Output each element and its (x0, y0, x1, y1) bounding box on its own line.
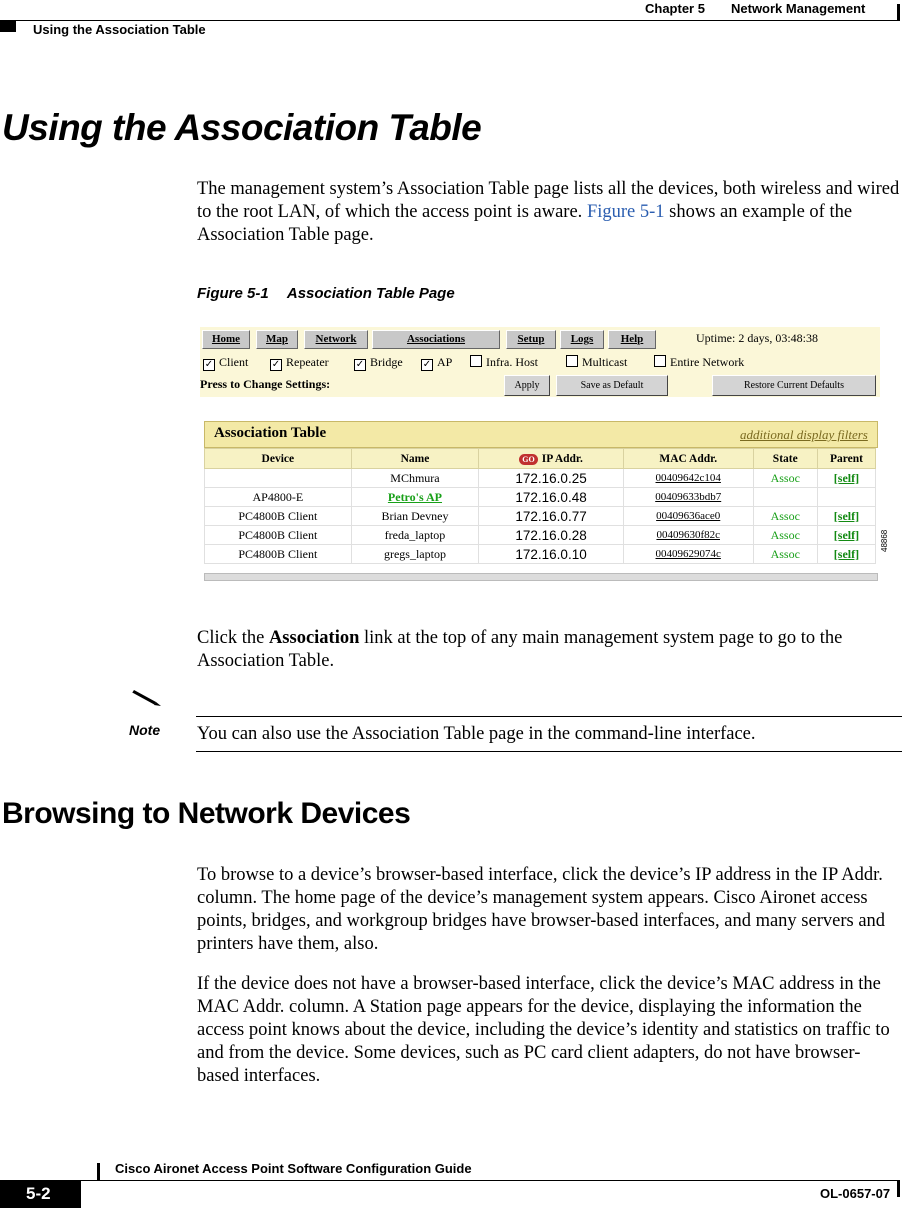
table-title: Association Table (214, 425, 327, 441)
filter-client[interactable] (203, 355, 248, 371)
device-cell: AP4800-E (205, 488, 352, 507)
parent-cell[interactable]: [self] (817, 469, 875, 488)
footer-rule (0, 1180, 900, 1181)
display-filters-link[interactable]: additional display filters (740, 427, 868, 442)
name-cell[interactable]: Petro's AP (351, 488, 479, 507)
scrollbar[interactable] (204, 573, 878, 581)
name-cell: gregs_laptop (351, 545, 479, 564)
col-state: State (753, 449, 817, 469)
nav-map[interactable]: Map (256, 330, 298, 349)
intro-paragraph (197, 178, 902, 247)
figure-title: Association Table Page (286, 285, 455, 302)
name-cell: Brian Devney (351, 507, 479, 526)
table-row (205, 545, 876, 564)
filter-ap[interactable] (421, 355, 452, 371)
nav-help[interactable]: Help (608, 330, 656, 349)
checkbox-infra-host[interactable] (470, 355, 482, 367)
filter-label: Client (219, 355, 249, 369)
mac-cell[interactable]: 00409642c104 (623, 469, 753, 488)
header-rule (0, 20, 900, 21)
nav-home[interactable]: Home (202, 330, 250, 349)
table-row (205, 469, 876, 488)
filter-infra-host[interactable] (470, 355, 538, 370)
note-pencil-icon (132, 688, 162, 710)
state-cell (753, 488, 817, 507)
checkbox-ap[interactable]: ✓ (422, 359, 432, 370)
click-text-2: link at the top of any main management system page to go to the Association Table. (197, 628, 843, 671)
table-row (205, 507, 876, 526)
ip-cell[interactable]: 172.16.0.77 (479, 507, 624, 526)
save-default-button[interactable]: Save as Default (556, 375, 668, 396)
table-row (205, 526, 876, 545)
table-row (205, 488, 876, 507)
note-rule-bottom (196, 751, 902, 752)
association-table (204, 448, 876, 564)
checkbox-repeater[interactable]: ✓ (271, 359, 281, 370)
state-cell: Assoc (753, 469, 817, 488)
state-cell: Assoc (753, 526, 817, 545)
filter-bridge[interactable] (354, 355, 403, 371)
parent-cell[interactable]: [self] (817, 507, 875, 526)
nav-logs[interactable]: Logs (560, 330, 604, 349)
mac-cell[interactable]: 00409633bdb7 (623, 488, 753, 507)
col-ip-label: IP Addr. (541, 452, 583, 465)
footer-right-tick (897, 1181, 900, 1197)
association-link-term: Association (268, 628, 360, 648)
checkbox-client[interactable]: ✓ (204, 359, 214, 370)
press-label: Press to Change Settings: (200, 377, 331, 391)
mac-cell[interactable]: 00409636ace0 (623, 507, 753, 526)
figure-caption (197, 285, 455, 302)
ip-cell[interactable]: 172.16.0.28 (479, 526, 624, 545)
mac-cell[interactable]: 00409629074c (623, 545, 753, 564)
col-parent: Parent (817, 449, 875, 469)
filter-label: Bridge (370, 355, 403, 369)
filter-multicast[interactable] (566, 355, 627, 370)
intro-text-2: shows an example of the Association Table page. (197, 202, 853, 245)
click-paragraph (197, 627, 902, 673)
section-title: Using the Association Table (2, 107, 482, 148)
apply-button[interactable]: Apply (504, 375, 550, 396)
figure-id: 48868 (880, 529, 889, 552)
intro-text-1: The management system’s Association Table page lists all the devices, both wireless and wired to the root LAN, of which the access point is aware. (197, 179, 900, 222)
header-chapter-title: Network Management (731, 1, 866, 16)
header-section: Using the Association Table (33, 22, 206, 37)
parent-cell[interactable]: [self] (817, 545, 875, 564)
checkbox-entire-network[interactable] (654, 355, 666, 367)
figure-number: Figure 5-1 (197, 285, 269, 302)
nav-associations[interactable]: Associations (372, 330, 500, 349)
ip-cell[interactable]: 172.16.0.48 (479, 488, 624, 507)
filter-entire-network[interactable] (654, 355, 744, 370)
ip-cell[interactable]: 172.16.0.25 (479, 469, 624, 488)
doc-id: OL-0657-07 (820, 1186, 891, 1201)
mac-cell[interactable]: 00409630f82c (623, 526, 753, 545)
click-text-1: Click the (197, 628, 265, 648)
device-cell: PC4800B Client (205, 526, 352, 545)
footer-guide-title: Cisco Aironet Access Point Software Configuration Guide (115, 1161, 472, 1176)
state-cell: Assoc (753, 507, 817, 526)
note-label: Note (129, 722, 161, 738)
ip-cell[interactable]: 172.16.0.10 (479, 545, 624, 564)
col-device: Device (205, 449, 352, 469)
nav-network[interactable]: Network (304, 330, 368, 349)
filter-label: Repeater (286, 355, 329, 369)
browse-paragraph-1: To browse to a device’s browser-based interface, click the device’s IP address in the IP Addr. column. The home page of the device’s management system appears. Cisco Aironet access points, bridges, and workgroup bridges have browser-based interfaces, and many servers and printers have them, also. (197, 865, 886, 954)
col-name: Name (351, 449, 479, 469)
parent-cell[interactable]: [self] (817, 526, 875, 545)
note-rule-top (196, 716, 902, 717)
restore-defaults-button[interactable]: Restore Current Defaults (712, 375, 876, 396)
note-text: You can also use the Association Table page in the command-line interface. (197, 724, 756, 744)
uptime: Uptime: 2 days, 03:48:38 (696, 331, 818, 345)
go-icon[interactable]: GO (519, 454, 537, 465)
footer-left-tick (97, 1163, 100, 1181)
page-number: 5-2 (26, 1184, 51, 1203)
name-cell: MChmura (351, 469, 479, 488)
checkbox-multicast[interactable] (566, 355, 578, 367)
state-cell: Assoc (753, 545, 817, 564)
browse-paragraph-2: If the device does not have a browser-based interface, click the device’s MAC address in the MAC Addr. column. A Station page appears for the device, displaying the information the access point knows about the device, including the device’s identity and statistics on traffic to and from the device. Some devices, such as PC card client adapters, do not have browser-based interfaces. (197, 974, 890, 1086)
filter-label: Infra. Host (486, 355, 538, 369)
col-ip (479, 449, 624, 469)
figure-link[interactable]: Figure 5-1 (586, 202, 665, 222)
filter-label: Entire Network (670, 355, 745, 369)
nav-setup[interactable]: Setup (506, 330, 556, 349)
checkbox-bridge[interactable]: ✓ (355, 359, 365, 370)
device-cell (205, 469, 352, 488)
table-header-row (205, 449, 876, 469)
filter-label: AP (437, 355, 453, 369)
header-marker (0, 20, 16, 32)
filter-repeater[interactable] (270, 355, 329, 371)
parent-cell (817, 488, 875, 507)
name-cell: freda_laptop (351, 526, 479, 545)
device-cell: PC4800B Client (205, 545, 352, 564)
header-right-tick (897, 4, 900, 20)
section-title-browsing: Browsing to Network Devices (2, 797, 411, 830)
col-mac: MAC Addr. (623, 449, 753, 469)
device-cell: PC4800B Client (205, 507, 352, 526)
header-chapter: Chapter 5 (645, 1, 705, 16)
filter-label: Multicast (582, 355, 628, 369)
